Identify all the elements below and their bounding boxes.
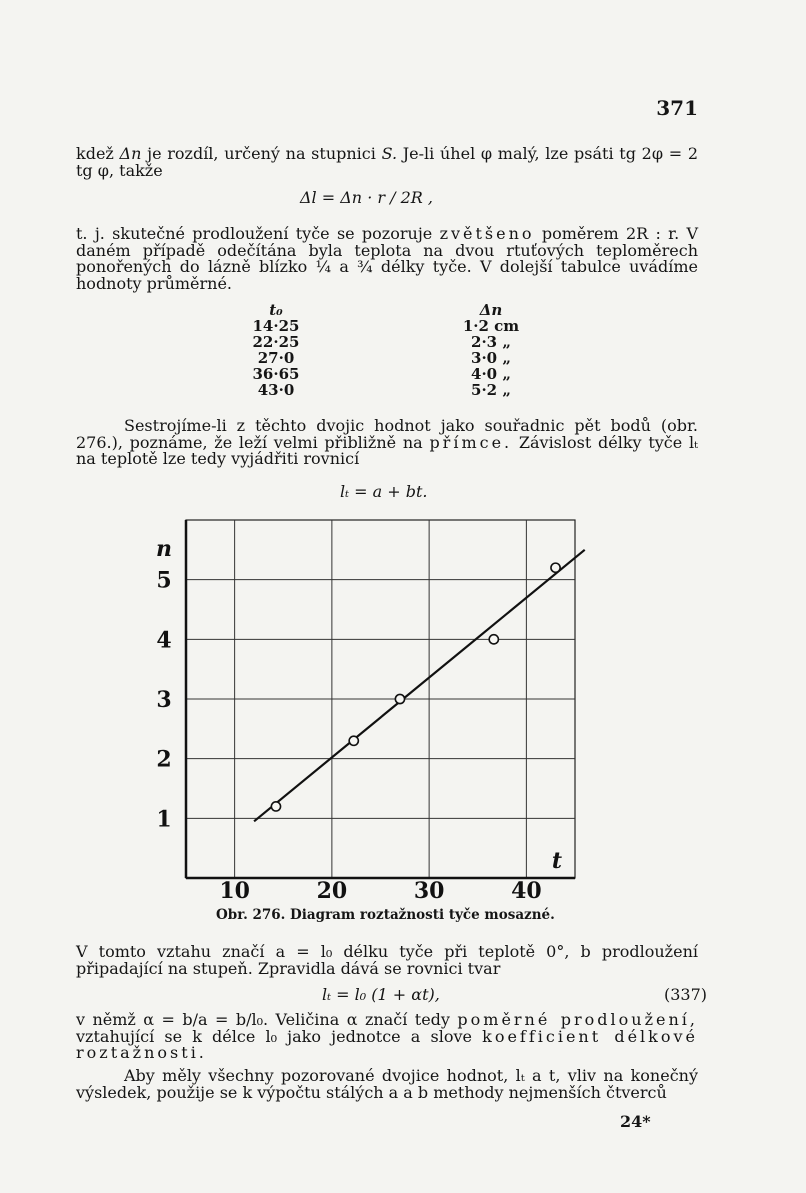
table-header-t0: t₀ [269,301,283,319]
p3-spaced: přímce. [429,432,513,452]
p5-b: vztahující se k délce l₀ jako jednotce a slove [76,1026,483,1046]
chart-points [271,563,560,811]
paragraph-4: V tomto vztahu značí a = l₀ délku tyče při teplotě 0°, b prodloužení připadající na stupeň. Zpravidla dává se rovnici tvar [76,942,698,978]
p3-b: Závislost délky tyče lₜ na teplotě lze tedy vyjádřiti rovnicí [76,432,699,468]
y-tick-label: 4 [156,627,172,654]
table-cell: 2·3 „ [471,333,511,351]
p2-a: t. j. skutečné prodloužení tyče se pozoruje [76,224,440,243]
equation-2: lₜ = a + bt. [340,482,428,501]
x-tick-label: 20 [316,878,348,902]
table-cell: 3·0 „ [471,349,511,367]
table-col-delta-n [456,302,526,398]
figure-caption: Obr. 276. Diagram roztažnosti tyče mosazné. [216,907,555,923]
data-point [551,563,560,572]
x-tick-label: 30 [413,878,445,902]
table-cell: 4·0 „ [471,365,511,383]
paragraph-2 [76,226,698,292]
table-cell: 1·2 cm [462,317,520,335]
data-point [489,635,498,644]
fit-line [254,550,585,821]
chart-labels [156,536,562,902]
data-point [349,736,358,745]
p5-spaced-2: koefficient délkové roztažnosti. [76,1026,698,1062]
y-tick-label: 2 [156,746,172,773]
chart-fit-line [254,550,585,821]
equation-3-number: (337) [664,985,708,1004]
p3-a: Sestrojíme-li z těchto dvojic hodnot jako souřadnic pět bodů (obr. 276.), poznáme, že leží velmi přibližně na [76,416,698,452]
p5-spaced-1: poměrné prodloužení, [457,1010,698,1029]
table-cell: 22·25 [252,333,300,351]
chart-grid [186,520,575,878]
table-col-temperature [248,302,304,398]
table-cell: 5·2 „ [471,381,511,399]
x-tick-label: 10 [219,878,250,902]
table-header-delta-n: Δn [479,301,503,319]
y-tick-label: 3 [156,687,172,713]
y-tick-label: 5 [156,567,172,594]
y-axis-label: n [156,536,172,562]
table-cell: 27·0 [257,349,295,367]
page-number: 371 [656,96,698,120]
equation-3: lₜ = l₀ (1 + αt), [322,985,440,1004]
data-point [271,802,280,811]
x-axis-label: t [551,848,563,874]
p1-e: Je-li úhel φ malý, lze psáti tg 2φ = 2 tg φ, takže [76,144,699,180]
y-tick-label: 1 [156,806,172,833]
data-point [395,694,404,703]
p1-d: S. [381,144,398,163]
p1-c: je rozdíl, určený na stupnici [141,144,382,163]
p1-a: kdež [76,144,120,163]
p1-b: Δn [119,144,142,163]
p5-a: v němž α = b/a = b/l₀. Veličina α značí tedy [76,1010,458,1029]
x-tick-label: 40 [511,878,542,902]
table-cell: 36·65 [252,365,300,383]
paragraph-6: Aby měly všechny pozorované dvojice hodnot, lₜ a t, vliv na konečný výsledek, použije se k výpočtu stálých a a b methody nejmenších čtverců [76,1066,698,1102]
equation-1: Δl = Δn · r / 2R , [300,188,433,207]
p2-spaced: zvětšeno [439,224,535,243]
paragraph-5 [76,1012,698,1062]
paragraph-3 [76,418,698,468]
footer-signature: 24* [620,1112,651,1131]
expansion-diagram [150,510,620,902]
table-cell: 43·0 [257,381,295,399]
paragraph-1 [76,146,698,179]
p2-b: poměrem 2R : r. V daném případě odečítána byla teplota na dvou rtuťových teploměrech ponořených do lázně blízko ¼ a ¾ délky tyče. V dolejší tabulce uvádíme hodnoty průměrné. [76,224,699,293]
table-cell: 14·25 [252,317,300,335]
